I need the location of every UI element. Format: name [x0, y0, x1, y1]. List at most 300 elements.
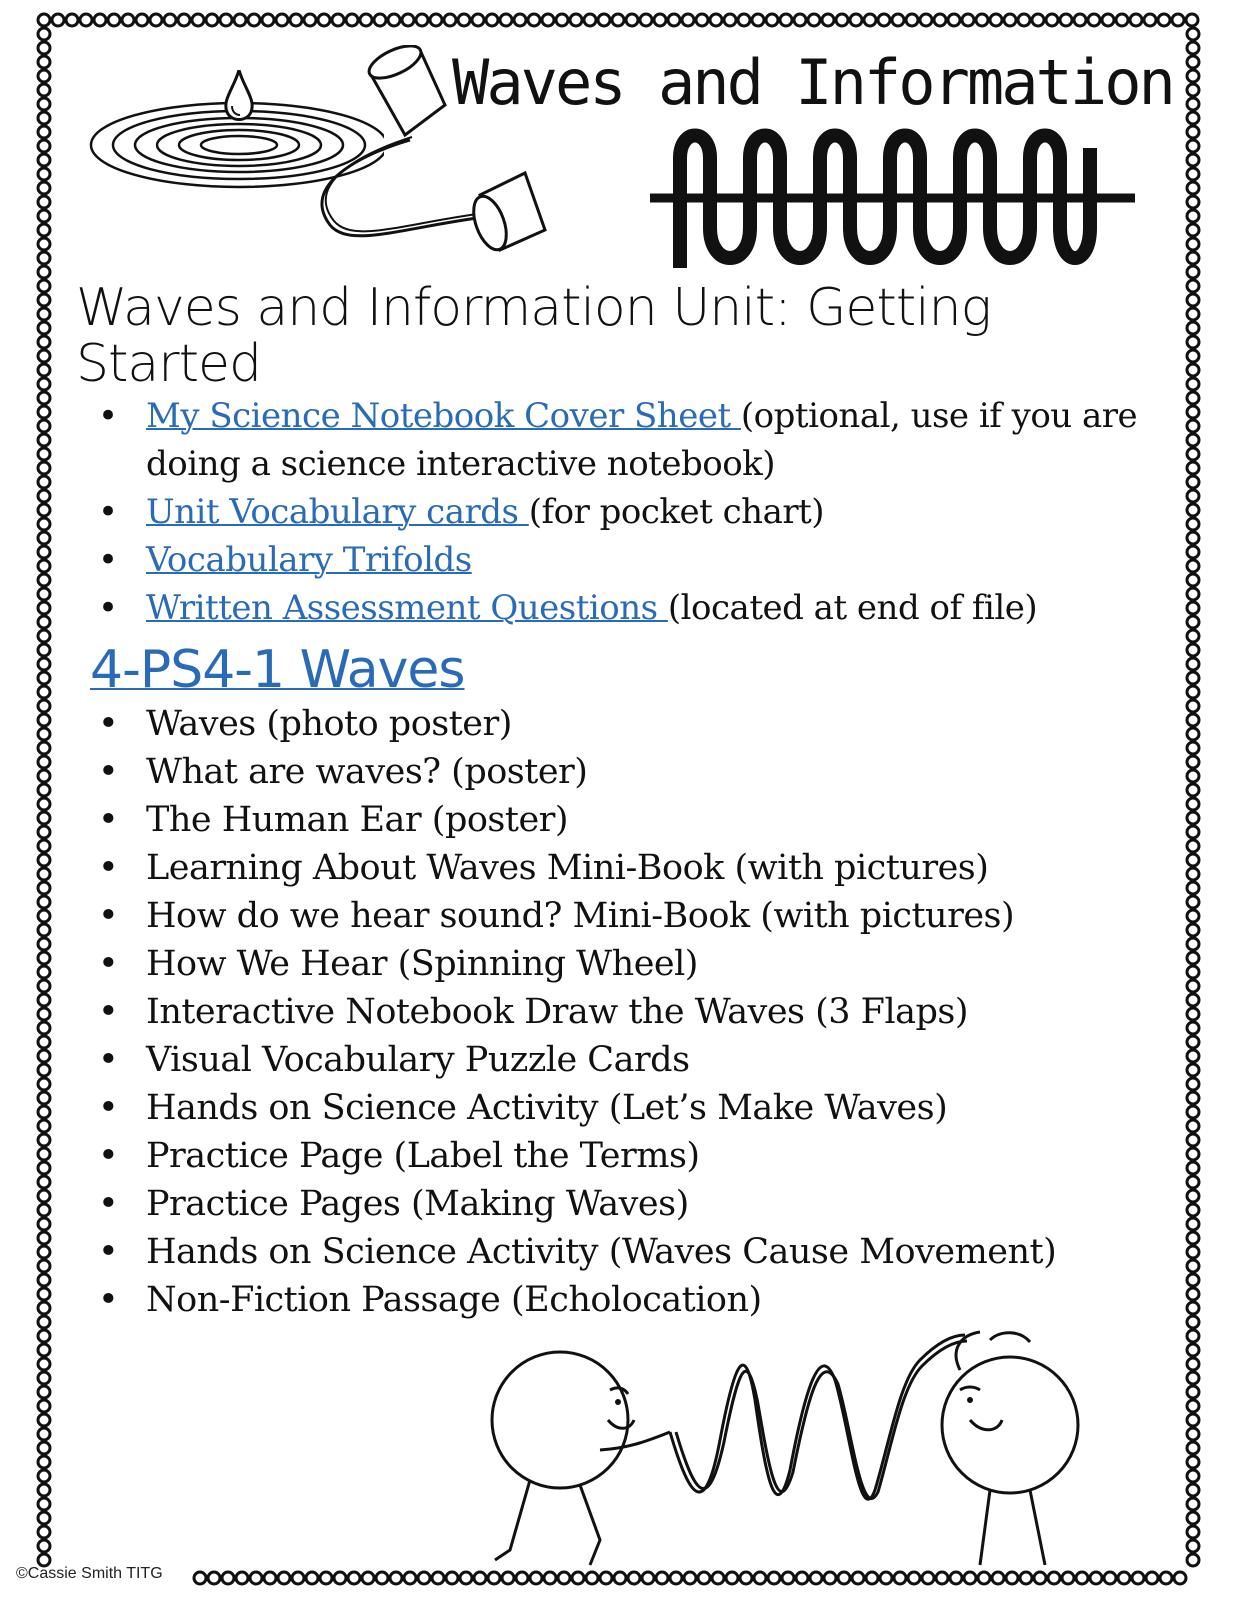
border-circle	[1187, 28, 1199, 40]
border-circle	[206, 14, 218, 26]
border-circle	[1187, 1176, 1199, 1188]
border-circle	[1187, 476, 1199, 488]
border-circle	[38, 210, 50, 222]
border-circle	[794, 14, 806, 26]
border-circle	[1187, 448, 1199, 460]
border-circle	[1187, 1036, 1199, 1048]
border-circle	[178, 14, 190, 26]
border-circle	[1187, 1162, 1199, 1174]
border-circle	[1187, 1260, 1199, 1272]
border-circle	[1187, 910, 1199, 922]
border-circle	[38, 1190, 50, 1202]
border-circle	[570, 14, 582, 26]
border-circle	[1160, 1572, 1172, 1584]
border-circle	[94, 14, 106, 26]
list-item: • How We Hear (Spinning Wheel)	[98, 940, 1138, 988]
border-circle	[1187, 742, 1199, 754]
border-circle	[38, 56, 50, 68]
border-circle	[1187, 1064, 1199, 1076]
border-circle	[402, 14, 414, 26]
border-circle	[1104, 1572, 1116, 1584]
border-circle	[1187, 378, 1199, 390]
border-circle	[878, 14, 890, 26]
section-heading-waves-link[interactable]: 4-PS4-1 Waves	[90, 640, 465, 700]
border-circle	[418, 1572, 430, 1584]
notebook-cover-sheet-link[interactable]: My Science Notebook Cover Sheet	[146, 396, 741, 436]
border-circle	[612, 14, 624, 26]
border-circle	[38, 1218, 50, 1230]
list-item: • Practice Pages (Making Waves)	[98, 1180, 1138, 1228]
border-circle	[38, 224, 50, 236]
border-circle	[38, 1484, 50, 1496]
border-circle	[250, 1572, 262, 1584]
border-circle	[38, 742, 50, 754]
border-circle	[514, 14, 526, 26]
border-circle	[1187, 1344, 1199, 1356]
border-circle	[1187, 196, 1199, 208]
border-circle	[1187, 1092, 1199, 1104]
border-circle	[906, 14, 918, 26]
border-circle	[38, 868, 50, 880]
border-circle	[38, 420, 50, 432]
border-circle	[1187, 938, 1199, 950]
border-circle	[1187, 1498, 1199, 1510]
border-circle	[1187, 1540, 1199, 1552]
border-circle	[38, 714, 50, 726]
border-circle	[1187, 728, 1199, 740]
border-circle	[38, 476, 50, 488]
list-item: • Hands on Science Activity (Let’s Make Waves)	[98, 1084, 1138, 1132]
border-circle	[164, 14, 176, 26]
border-circle	[752, 14, 764, 26]
border-circle	[1187, 560, 1199, 572]
page-title: Waves and Information	[452, 46, 1173, 119]
list-item	[98, 392, 1138, 488]
border-circle	[38, 140, 50, 152]
characters-making-waves-icon	[490, 1320, 1090, 1590]
border-circle	[38, 364, 50, 376]
copyright-text: ©Cassie Smith TITG	[16, 1565, 163, 1582]
border-circle	[1187, 1134, 1199, 1146]
border-circle	[1187, 364, 1199, 376]
border-circle	[1187, 714, 1199, 726]
border-circle	[1187, 854, 1199, 866]
list-item: • Non-Fiction Passage (Echolocation)	[98, 1276, 1138, 1324]
border-circle	[38, 1050, 50, 1062]
border-circle	[1187, 1554, 1199, 1566]
border-circle	[108, 14, 120, 26]
border-circle	[1187, 168, 1199, 180]
border-circle	[1187, 420, 1199, 432]
border-circle	[38, 686, 50, 698]
border-circle	[1187, 1316, 1199, 1328]
border-circle	[1187, 686, 1199, 698]
border-circle	[1187, 1484, 1199, 1496]
border-circle	[38, 266, 50, 278]
border-circle	[1187, 1302, 1199, 1314]
border-circle	[598, 14, 610, 26]
border-circle	[1118, 1572, 1130, 1584]
border-circle	[360, 14, 372, 26]
border-circle	[304, 14, 316, 26]
border-circle	[1187, 252, 1199, 264]
border-circle	[38, 812, 50, 824]
border-circle	[38, 1288, 50, 1300]
border-circle	[276, 14, 288, 26]
border-circle	[38, 490, 50, 502]
border-circle	[38, 994, 50, 1006]
border-circle	[948, 14, 960, 26]
border-circle	[38, 154, 50, 166]
border-circle	[1187, 1372, 1199, 1384]
list-item: • Hands on Science Activity (Waves Cause Movement)	[98, 1228, 1138, 1276]
vocabulary-trifolds-link[interactable]: Vocabulary Trifolds	[146, 540, 472, 580]
border-circle	[38, 560, 50, 572]
border-circle	[1187, 462, 1199, 474]
sine-wave-icon	[650, 118, 1140, 283]
border-circle	[1186, 14, 1198, 26]
border-circle	[1187, 56, 1199, 68]
border-circle	[1060, 14, 1072, 26]
border-circle	[1046, 14, 1058, 26]
border-circle	[38, 1232, 50, 1244]
vocabulary-cards-link[interactable]: Unit Vocabulary cards	[146, 492, 529, 532]
border-circle	[208, 1572, 220, 1584]
border-circle	[1187, 1470, 1199, 1482]
border-circle	[38, 938, 50, 950]
border-circle	[976, 14, 988, 26]
border-circle	[38, 126, 50, 138]
border-circle	[1187, 1218, 1199, 1230]
border-circle	[346, 14, 358, 26]
border-circle	[38, 462, 50, 474]
section-heading-getting-started: Waves and Information Unit: Getting Started	[76, 278, 991, 394]
border-circle	[1132, 1572, 1144, 1584]
border-circle	[38, 588, 50, 600]
border-circle	[1187, 630, 1199, 642]
border-circle	[1187, 1050, 1199, 1062]
border-circle	[1187, 966, 1199, 978]
border-circle	[640, 14, 652, 26]
border-circle	[1187, 1106, 1199, 1118]
border-circle	[38, 1470, 50, 1482]
border-circle	[710, 14, 722, 26]
border-circle	[52, 14, 64, 26]
border-circle	[1187, 574, 1199, 586]
border-circle	[38, 70, 50, 82]
border-circle	[458, 14, 470, 26]
border-circle	[1158, 14, 1170, 26]
border-circle	[38, 784, 50, 796]
border-circle	[222, 1572, 234, 1584]
border-circle	[1187, 840, 1199, 852]
border-circle	[1187, 1190, 1199, 1202]
border-circle	[542, 14, 554, 26]
border-circle	[38, 756, 50, 768]
border-circle	[264, 1572, 276, 1584]
border-circle	[348, 1572, 360, 1584]
border-circle	[38, 322, 50, 334]
border-circle	[38, 238, 50, 250]
border-circle	[990, 14, 1002, 26]
border-circle	[66, 14, 78, 26]
border-circle	[248, 14, 260, 26]
border-circle	[1187, 658, 1199, 670]
border-circle	[38, 406, 50, 418]
border-circle	[1187, 1414, 1199, 1426]
border-circle	[1187, 602, 1199, 614]
border-circle	[38, 1302, 50, 1314]
border-circle	[38, 280, 50, 292]
list-item	[98, 584, 1138, 632]
border-circle	[38, 854, 50, 866]
border-circle	[822, 14, 834, 26]
border-circle	[1187, 546, 1199, 558]
border-circle	[1187, 826, 1199, 838]
border-circle	[1187, 434, 1199, 446]
border-circle	[430, 14, 442, 26]
border-circle	[1187, 126, 1199, 138]
border-circle	[416, 14, 428, 26]
border-circle	[38, 434, 50, 446]
border-circle	[38, 1428, 50, 1440]
border-circle	[1187, 336, 1199, 348]
border-circle	[1187, 406, 1199, 418]
border-circle	[1187, 294, 1199, 306]
border-circle	[38, 1162, 50, 1174]
border-circle	[1187, 1358, 1199, 1370]
border-circle	[1187, 588, 1199, 600]
border-circle	[38, 1330, 50, 1342]
border-circle	[836, 14, 848, 26]
border-circle	[38, 1358, 50, 1370]
border-circle	[262, 14, 274, 26]
border-circle	[780, 14, 792, 26]
border-circle	[38, 1400, 50, 1412]
border-circle	[38, 798, 50, 810]
border-circle	[1187, 504, 1199, 516]
border-circle	[38, 910, 50, 922]
border-circle	[1088, 14, 1100, 26]
border-circle	[38, 1008, 50, 1020]
border-circle	[306, 1572, 318, 1584]
border-circle	[320, 1572, 332, 1584]
border-circle	[1187, 490, 1199, 502]
border-circle	[234, 14, 246, 26]
border-circle	[1187, 1008, 1199, 1020]
border-circle	[460, 1572, 472, 1584]
border-circle	[390, 1572, 402, 1584]
border-circle	[38, 728, 50, 740]
border-circle	[1074, 14, 1086, 26]
border-circle	[38, 1022, 50, 1034]
border-circle	[626, 14, 638, 26]
border-circle	[724, 14, 736, 26]
border-circle	[38, 980, 50, 992]
border-circle	[38, 616, 50, 628]
border-circle	[38, 1316, 50, 1328]
list-item: • What are waves? (poster)	[98, 748, 1138, 796]
border-circle	[38, 966, 50, 978]
border-circle	[1187, 1526, 1199, 1538]
border-circle	[1187, 1120, 1199, 1132]
border-circle	[1187, 756, 1199, 768]
border-circle	[432, 1572, 444, 1584]
border-circle	[1172, 14, 1184, 26]
border-circle	[1130, 14, 1142, 26]
border-circle	[1187, 1232, 1199, 1244]
border-circle	[808, 14, 820, 26]
border-circle	[38, 630, 50, 642]
border-circle	[38, 574, 50, 586]
border-circle	[962, 14, 974, 26]
border-circle	[38, 1512, 50, 1524]
border-circle	[38, 602, 50, 614]
border-circle	[920, 14, 932, 26]
border-circle	[38, 1204, 50, 1216]
border-circle	[236, 1572, 248, 1584]
border-circle	[1187, 924, 1199, 936]
border-circle	[1187, 224, 1199, 236]
border-circle	[38, 392, 50, 404]
border-circle	[1187, 280, 1199, 292]
border-circle	[38, 532, 50, 544]
border-circle	[1187, 84, 1199, 96]
border-circle	[38, 952, 50, 964]
border-circle	[38, 336, 50, 348]
border-circle	[1187, 350, 1199, 362]
list-item: • How do we hear sound? Mini-Book (with pictures)	[98, 892, 1138, 940]
border-circle	[38, 1414, 50, 1426]
border-circle	[362, 1572, 374, 1584]
border-circle	[892, 14, 904, 26]
border-circle	[374, 14, 386, 26]
border-circle	[1187, 266, 1199, 278]
getting-started-list	[98, 392, 1138, 632]
border-circle	[38, 448, 50, 460]
border-circle	[38, 1498, 50, 1510]
border-circle	[1187, 1148, 1199, 1160]
border-circle	[696, 14, 708, 26]
border-circle	[404, 1572, 416, 1584]
border-circle	[486, 14, 498, 26]
border-circle	[332, 14, 344, 26]
border-circle	[654, 14, 666, 26]
border-circle	[850, 14, 862, 26]
border-circle	[1187, 812, 1199, 824]
border-circle	[444, 14, 456, 26]
border-circle	[38, 98, 50, 110]
border-circle	[682, 14, 694, 26]
border-circle	[1187, 616, 1199, 628]
border-circle	[556, 14, 568, 26]
border-circle	[122, 14, 134, 26]
border-circle	[388, 14, 400, 26]
border-circle	[584, 14, 596, 26]
border-circle	[38, 294, 50, 306]
border-circle	[1187, 1078, 1199, 1090]
border-circle	[1187, 1512, 1199, 1524]
border-circle	[1187, 98, 1199, 110]
border-circle	[38, 672, 50, 684]
border-circle	[472, 14, 484, 26]
border-circle	[1116, 14, 1128, 26]
border-circle	[1187, 210, 1199, 222]
border-circle	[38, 518, 50, 530]
border-circle	[292, 1572, 304, 1584]
border-circle	[1187, 518, 1199, 530]
border-circle	[500, 14, 512, 26]
border-circle	[38, 1540, 50, 1552]
border-circle	[38, 896, 50, 908]
border-circle	[38, 1372, 50, 1384]
list-item-note: (located at end of file)	[667, 588, 1038, 628]
border-circle	[80, 14, 92, 26]
border-circle	[38, 1134, 50, 1146]
border-circle	[1187, 112, 1199, 124]
border-circle	[38, 1344, 50, 1356]
border-circle	[38, 882, 50, 894]
border-circle	[38, 1120, 50, 1132]
border-circle	[1187, 1442, 1199, 1454]
border-circle	[668, 14, 680, 26]
border-circle	[934, 14, 946, 26]
border-circle	[290, 14, 302, 26]
list-item: • Waves (photo poster)	[98, 700, 1138, 748]
border-circle	[1187, 1022, 1199, 1034]
border-circle	[38, 42, 50, 54]
border-circle	[1187, 798, 1199, 810]
border-circle	[1187, 896, 1199, 908]
border-circle	[1004, 14, 1016, 26]
border-circle	[1187, 532, 1199, 544]
border-circle	[38, 1106, 50, 1118]
border-circle	[38, 1260, 50, 1272]
border-circle	[278, 1572, 290, 1584]
border-circle	[334, 1572, 346, 1584]
border-circle	[1187, 1330, 1199, 1342]
border-circle	[38, 1246, 50, 1258]
border-circle	[220, 14, 232, 26]
border-circle	[1187, 980, 1199, 992]
border-circle	[38, 182, 50, 194]
list-item: • Learning About Waves Mini-Book (with pictures)	[98, 844, 1138, 892]
border-circle	[864, 14, 876, 26]
border-circle	[1090, 1572, 1102, 1584]
assessment-questions-link[interactable]: Written Assessment Questions	[146, 588, 668, 628]
border-circle	[38, 168, 50, 180]
border-circle	[38, 504, 50, 516]
border-circle	[38, 1064, 50, 1076]
border-circle	[38, 1274, 50, 1286]
border-circle	[38, 28, 50, 40]
border-circle	[1174, 1572, 1186, 1584]
border-circle	[150, 14, 162, 26]
border-circle	[1187, 1204, 1199, 1216]
border-circle	[1187, 882, 1199, 894]
border-circle	[1187, 770, 1199, 782]
border-circle	[38, 1148, 50, 1160]
border-circle	[1102, 14, 1114, 26]
border-circle	[38, 1526, 50, 1538]
list-item	[98, 488, 1138, 536]
border-circle	[1187, 140, 1199, 152]
border-circle	[1187, 994, 1199, 1006]
border-circle	[38, 700, 50, 712]
border-circle	[38, 840, 50, 852]
border-circle	[38, 1036, 50, 1048]
border-circle	[1187, 644, 1199, 656]
